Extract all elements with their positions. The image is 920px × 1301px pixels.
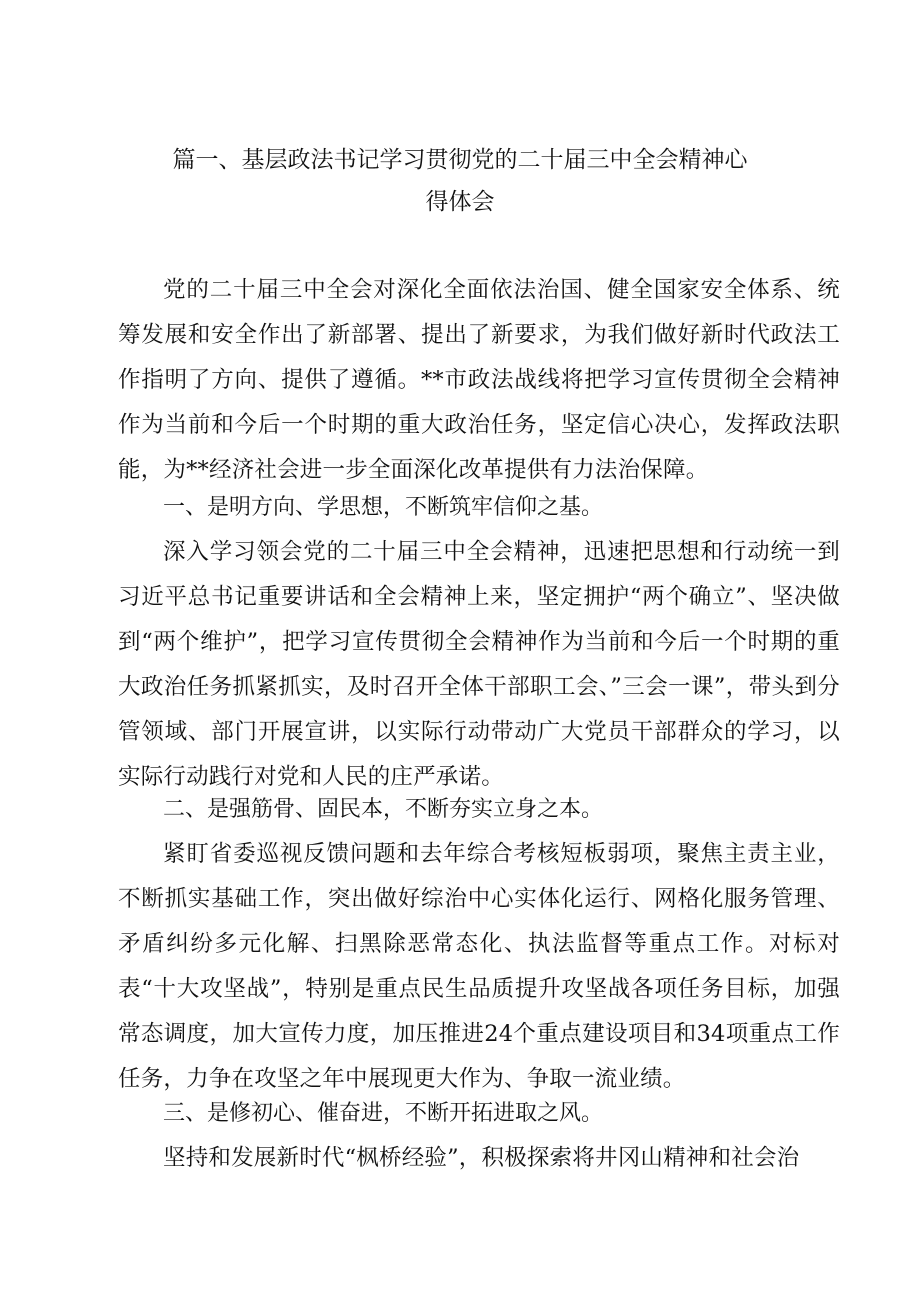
section-3-heading: 三、是修初心、催奋进，不断开拓进取之风。 <box>163 1101 604 1126</box>
section-2-body: 紧盯省委巡视反馈问题和去年综合考核短板弱项，聚焦主责主业，不断抓实基础工作，突出做好综治中心实体化运行、网格化服务管理、矛盾纠纷多元化解、扫黑除恶常态化、执法监督等重点工作。对标对表“十大攻坚战”，特别是重点民生品质提升攻坚战各项任务目标，加强常态调度，加大宣传力度，加压推进24个重点建设项目和34项重点工作任务，力争在攻坚之年中展现更大作为、争取一流业绩。 <box>118 841 840 1092</box>
section-1-heading: 一、是明方向、学思想，不断筑牢信仰之基。 <box>163 495 604 520</box>
document-title-line-1: 篇一、基层政法书记学习贯彻党的二十届三中全会精神心 <box>172 147 748 173</box>
document-title-line-2: 得体会 <box>425 189 495 215</box>
section-2-heading: 二、是强筋骨、固民本，不断夯实立身之本。 <box>163 797 604 822</box>
section-1-body: 深入学习领会党的二十届三中全会精神，迅速把思想和行动统一到习近平总书记重要讲话和全会精神上来，坚定拥护“两个确立”、坚决做到“两个维护”，把学习宣传贯彻全会精神作为当前和今后一个时期的重大政治任务抓紧抓实，及时召开全体干部职工会、”三会一课”，带头到分管领域、部门开展宣讲，以实际行动带动广大党员干部群众的学习，以实际行动践行对党和人民的庄严承诺。 <box>118 539 840 790</box>
section-3-body: 坚持和发展新时代“枫桥经验”，积极探索将井冈山精神和社会治 <box>163 1145 800 1171</box>
intro-paragraph: 党的二十届三中全会对深化全面依法治国、健全国家安全体系、统筹发展和安全作出了新部署、提出了新要求，为我们做好新时代政法工作指明了方向、提供了遵循。**市政法战线将把学习宣传贯彻全会精神作为当前和今后一个时期的重大政治任务，坚定信心决心，发挥政法职能，为**经济社会进一步全面深化改革提供有力法治保障。 <box>118 277 840 483</box>
